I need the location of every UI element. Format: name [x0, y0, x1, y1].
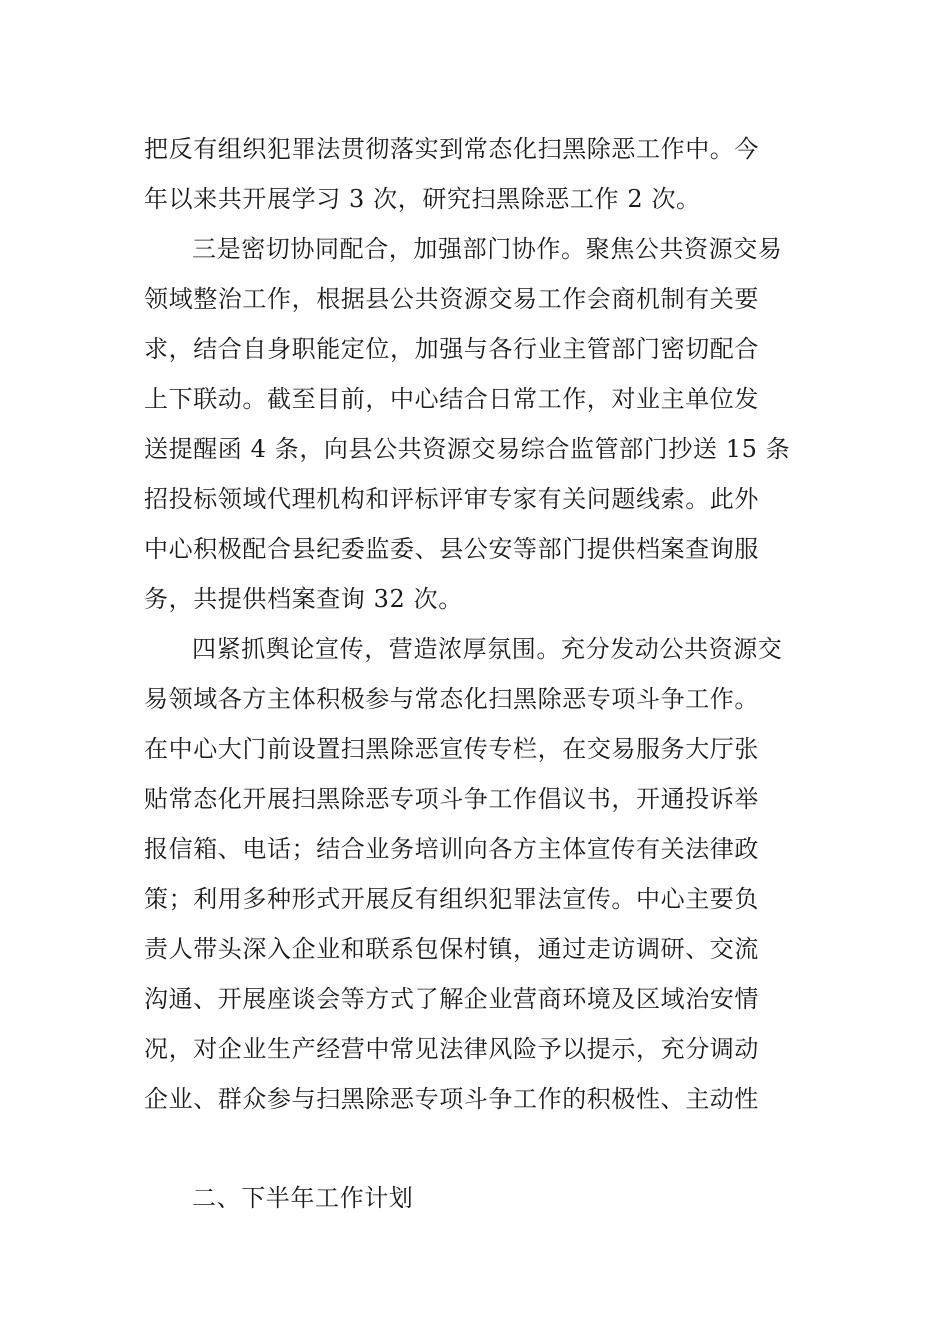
text-line: 况，对企业生产经营中常见法律风险予以提示，充分调动: [144, 1035, 759, 1063]
text-line: 易领域各方主体积极参与常态化扫黑除恶专项斗争工作。: [144, 685, 759, 713]
text-line: 年以来共开展学习 3 次，研究扫黑除恶工作 2 次。: [144, 185, 701, 213]
text-line: 领域整治工作，根据县公共资源交易工作会商机制有关要: [144, 285, 759, 313]
text-line: 在中心大门前设置扫黑除恶宣传专栏，在交易服务大厅张: [144, 735, 759, 763]
text-line: 责人带头深入企业和联系包保村镇，通过走访调研、交流: [144, 935, 759, 963]
section-heading: 二、下半年工作计划: [192, 1184, 414, 1212]
text-line: 务，共提供档案查询 32 次。: [144, 585, 463, 613]
text-line: 策；利用多种形式开展反有组织犯罪法宣传。中心主要负: [144, 885, 759, 913]
paragraph-start-line: 四紧抓舆论宣传，营造浓厚氛围。充分发动公共资源交: [192, 635, 783, 663]
text-line: 送提醒函 4 条，向县公共资源交易综合监管部门抄送 15 条: [144, 435, 791, 463]
text-line: 中心积极配合县纪委监委、县公安等部门提供档案查询服: [144, 535, 759, 563]
text-line: 招投标领域代理机构和评标评审专家有关问题线索。此外: [144, 485, 759, 513]
text-line: 求，结合自身职能定位，加强与各行业主管部门密切配合: [144, 335, 759, 363]
paragraph-start-line: 三是密切协同配合，加强部门协作。聚焦公共资源交易: [192, 235, 783, 263]
text-line: 企业、群众参与扫黑除恶专项斗争工作的积极性、主动性: [144, 1085, 759, 1113]
text-line: 上下联动。截至目前，中心结合日常工作，对业主单位发: [144, 385, 759, 413]
text-line: 报信箱、电话；结合业务培训向各方主体宣传有关法律政: [144, 835, 759, 863]
text-line: 贴常态化开展扫黑除恶专项斗争工作倡议书，开通投诉举: [144, 785, 759, 813]
text-line: 把反有组织犯罪法贯彻落实到常态化扫黑除恶工作中。今: [144, 135, 759, 163]
text-line: 沟通、开展座谈会等方式了解企业营商环境及区域治安情: [144, 985, 759, 1013]
